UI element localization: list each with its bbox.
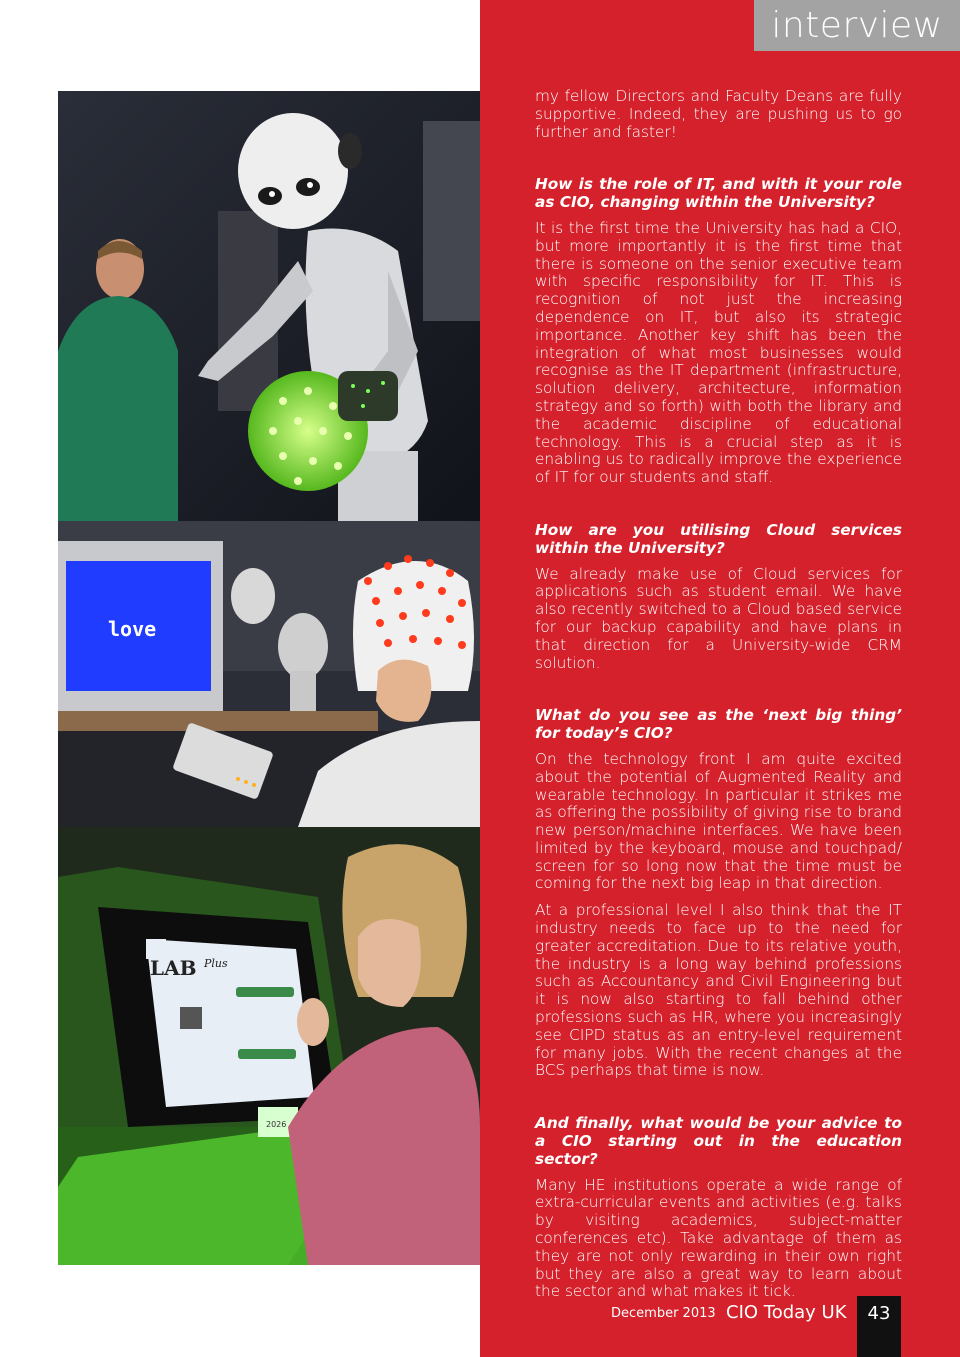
kiosk-logo-sup: Plus	[204, 957, 228, 970]
magazine-name: CIO Today UK	[726, 1302, 847, 1323]
issue-date: December 2013	[611, 1306, 716, 1321]
answer-3-part-2: At a professional level I also think that the IT industry needs to face up to the need for greater accreditation. Due to its relative youth, the industry is a long way behind professions such as Accountancy and Civil Engineering but it is now also starting to fall behind other professions such as HR, where you increasingly see CIPD status as an entry-level requirement for many jobs. With the recent changes at the BCS perhaps that time is now.	[535, 901, 902, 1080]
answer-4: Many HE institutions operate a wide range of extra-curricular events and activities (e.g. talks by visiting academics, subject-matter conferences etc). Take advantage of them as they are not only rewarding in their own right but they are also a great way to learn about the sector and what makes it tick.	[535, 1175, 902, 1301]
question-3: What do you see as the ‘next big thing’ for today’s CIO?	[535, 706, 902, 743]
article-intro: my fellow Directors and Faculty Deans are fully supportive. Indeed, they are pushing us to go further and faster!	[535, 87, 902, 141]
question-1: How is the role of IT, and with it your role as CIO, changing within the University?	[535, 175, 902, 212]
interview-article	[535, 88, 902, 1310]
page-number: 43	[857, 1296, 901, 1357]
robot-photo	[58, 91, 480, 521]
answer-2: We already make use of Cloud services for applications such as student email. We have also recently switched to a Cloud based service for our backup capability and have plans in that direction for a University-wide CRM solution.	[535, 564, 902, 672]
section-label: interview	[754, 0, 960, 51]
question-4: And finally, what would be your advice to a CIO starting out in the education sector?	[535, 1114, 902, 1168]
kiosk-logo: LAB	[150, 956, 197, 980]
eeg-photo	[58, 521, 480, 827]
screen-word: love	[108, 617, 157, 641]
question-2: How are you utilising Cloud services within the University?	[535, 520, 902, 557]
answer-1: It is the first time the University has had a CIO, but more importantly it is the first time that there is someone on the senior executive team with specific responsibility for IT. This is recognition of not just the increasing dependence on IT, but also its strategic importance. Another key shift has been the integration of what most businesses would recognise as the IT department (infrastructure, solution delivery, architecture, information strategy and so forth) with both the library and the academic discipline of educational technology. This is a crucial step as it is enabling us to radically improve the experience of IT for our students and staff.	[535, 218, 902, 487]
answer-3-part-1: On the technology front I am quite excited about the potential of Augmented Reality and wearable technology. In particular it strikes me as offering the possibility of giving rise to brand new person/machine interfaces. We have been limited by the keyboard, mouse and touchpad/ screen for so long now that the time must be coming for the next big leap in that direction.	[535, 749, 902, 893]
kiosk-photo	[58, 827, 480, 1265]
kiosk-tag: 2026	[266, 1120, 287, 1129]
